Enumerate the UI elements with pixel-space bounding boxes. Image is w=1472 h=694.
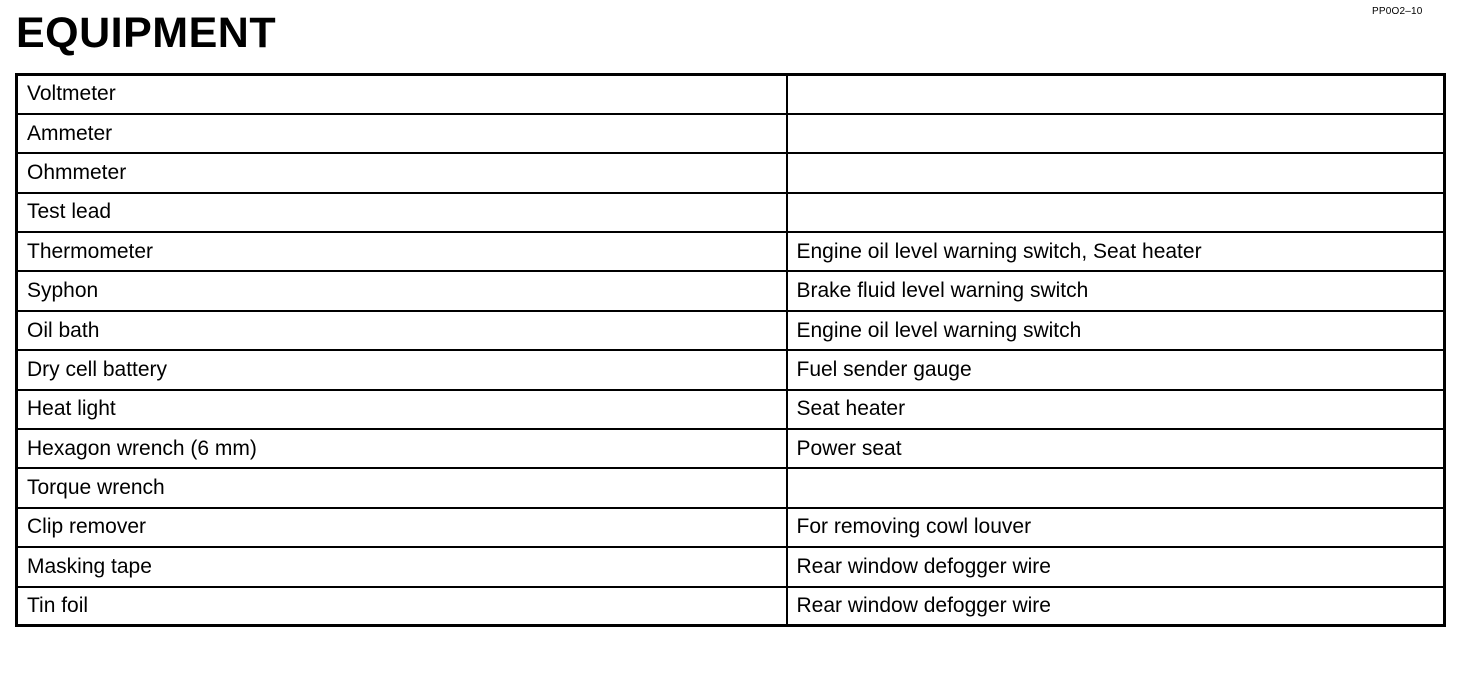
table-row (17, 587, 1445, 626)
table-row (17, 114, 1445, 153)
table-row (17, 271, 1445, 310)
equipment-cell: Clip remover (17, 508, 787, 547)
table-row (17, 390, 1445, 429)
table-row (17, 311, 1445, 350)
equipment-cell: Syphon (17, 271, 787, 310)
table-row (17, 547, 1445, 586)
remark-cell: Engine oil level warning switch (787, 311, 1445, 350)
table-row (17, 193, 1445, 232)
remark-cell: Seat heater (787, 390, 1445, 429)
equipment-cell: Torque wrench (17, 468, 787, 507)
equipment-cell: Tin foil (17, 587, 787, 626)
equipment-cell: Masking tape (17, 547, 787, 586)
remark-cell (787, 114, 1445, 153)
remark-cell (787, 75, 1445, 114)
equipment-cell: Ammeter (17, 114, 787, 153)
remark-cell: Brake fluid level warning switch (787, 271, 1445, 310)
remark-cell: Rear window defogger wire (787, 587, 1445, 626)
remark-cell: Rear window defogger wire (787, 547, 1445, 586)
remark-cell (787, 153, 1445, 192)
equipment-cell: Test lead (17, 193, 787, 232)
equipment-cell: Oil bath (17, 311, 787, 350)
remark-cell: Engine oil level warning switch, Seat heater (787, 232, 1445, 271)
equipment-cell: Dry cell battery (17, 350, 787, 389)
equipment-cell: Heat light (17, 390, 787, 429)
table-row (17, 75, 1445, 114)
table-row (17, 232, 1445, 271)
equipment-cell: Voltmeter (17, 75, 787, 114)
remark-cell: Power seat (787, 429, 1445, 468)
remark-cell (787, 193, 1445, 232)
equipment-cell: Hexagon wrench (6 mm) (17, 429, 787, 468)
table-row (17, 508, 1445, 547)
page-code: PP0O2–10 (1372, 6, 1423, 17)
equipment-table (15, 73, 1446, 627)
equipment-cell: Thermometer (17, 232, 787, 271)
remark-cell (787, 468, 1445, 507)
table-row (17, 153, 1445, 192)
table-row (17, 350, 1445, 389)
remark-cell: Fuel sender gauge (787, 350, 1445, 389)
table-row (17, 429, 1445, 468)
table-row (17, 468, 1445, 507)
remark-cell: For removing cowl louver (787, 508, 1445, 547)
page-title: EQUIPMENT (16, 9, 277, 57)
equipment-cell: Ohmmeter (17, 153, 787, 192)
